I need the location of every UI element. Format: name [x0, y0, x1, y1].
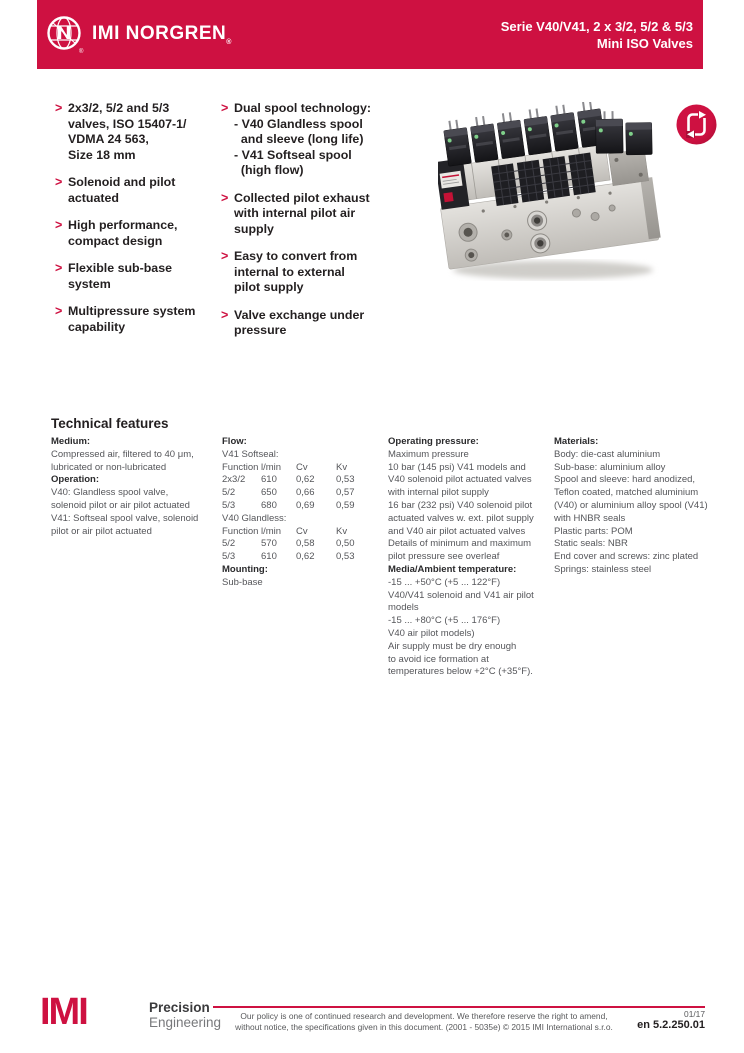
feature-text: 2x3/2, 5/2 and 5/3 valves, ISO 15407-1/ VDMA 24 563, Size 18 mm	[68, 101, 187, 162]
feature-text: Multipressure system capability	[68, 304, 196, 334]
feature-item	[221, 191, 411, 238]
document-title-line2: Mini ISO Valves	[596, 35, 693, 51]
tech-subheading: V41 Softseal:	[222, 448, 279, 460]
feature-text: High performance, compact design	[68, 218, 178, 248]
feature-list	[55, 101, 445, 351]
tech-column-flow	[222, 436, 384, 590]
feature-text: Flexible sub-base system	[68, 261, 172, 291]
valve-exchange-icon	[676, 104, 717, 145]
chevron-bullet-icon: >	[55, 175, 63, 189]
globe-icon	[45, 13, 85, 57]
imi-precision-label: Precision	[149, 1000, 210, 1015]
tech-heading: Operating pressure:	[388, 436, 479, 447]
feature-item	[55, 261, 221, 292]
document-code: en 5.2.250.01	[637, 1019, 705, 1031]
tech-text: -15 ... +50°C (+5 ... 122°F) V40/V41 solenoid and V41 air pilot models -15 ... +80°C (+5 ... 176°F) V40 air pilot models) Air supply must be dry enough to avoid ice formation at temperatures below +2°C (+35°F).	[388, 576, 534, 678]
policy-line2: without notice, the specifications given in this document. (2001 - 5035e) © 2015 IMI International s.r.o.	[235, 1022, 613, 1032]
feature-text: Collected pilot exhaust with internal pilot air supply	[234, 190, 370, 236]
document-number	[637, 1009, 705, 1032]
feature-text: Dual spool technology: - V40 Glandless spool and sleeve (long life) - V41 Softseal spool (high flow)	[234, 101, 371, 177]
brand-name: IMI $NORGREN_®$	[92, 23, 232, 46]
tech-heading: Flow:	[222, 436, 247, 447]
feature-text: Valve exchange under pressure	[234, 307, 365, 337]
tech-text: Maximum pressure 10 bar (145 psi) V41 models and V40 solenoid pilot actuated valves with internal pilot supply 16 bar (232 psi) V40 solenoid pilot actuated valves w. ext. pilot supply and V40 air pilot actuated valves Details of minimum and maximum pilot pressure see overleaf	[388, 448, 534, 563]
chevron-bullet-icon: >	[221, 307, 229, 322]
brand	[45, 13, 232, 57]
flow-table-rows: 2x3/2 610 0,62 0,53 5/2 650 0,66 0,57 5/3 680 0,69 0,59	[222, 474, 355, 511]
tech-text: Body: die-cast aluminium Sub-base: aluminium alloy Spool and sleeve: hard anodized, Teflon coated, matched aluminium (V40) or aluminium alloy spool (V41) with HNBR seals Plastic parts: POM Static seals: NBR End cover and screws: zinc plated Springs: stainless steel	[554, 448, 708, 575]
tech-text: Compressed air, filtered to 40 μm, lubricated or non-lubricated	[51, 448, 194, 473]
policy-line1: Our policy is one of continued research and development. We therefore reserve the right to amend,	[240, 1011, 608, 1021]
imi-engineering-label: Engineering	[149, 1015, 222, 1030]
tech-heading: Medium:	[51, 436, 91, 447]
chevron-bullet-icon: >	[55, 218, 63, 232]
document-title-line1: Serie V40/V41, 2 x 3/2, 5/2 & 5/3	[500, 18, 693, 34]
svg-text:®: ®	[79, 48, 84, 55]
flow-table-header: Function l/min Cv Kv	[222, 525, 348, 537]
flow-table-header: Function l/min Cv Kv	[222, 461, 348, 473]
product-photo	[438, 102, 670, 287]
feature-text: Solenoid and pilot actuated	[68, 175, 176, 205]
feature-item	[55, 218, 221, 249]
header-bar	[37, 0, 703, 69]
tech-text: V40: Glandless spool valve, solenoid pilot or air pilot actuated V41: Softseal spool valve, solenoid pilot or air pilot actuated	[51, 487, 199, 537]
tech-column-materials	[554, 436, 720, 577]
feature-item	[221, 249, 411, 296]
feature-column-left	[55, 101, 221, 351]
tech-heading: Mounting:	[222, 563, 268, 575]
tech-column-pressure	[388, 436, 550, 679]
chevron-bullet-icon: >	[55, 304, 63, 318]
tech-heading: Materials:	[554, 436, 599, 447]
technical-features	[51, 416, 721, 678]
tech-subheading: V40 Glandless:	[222, 512, 287, 524]
section-title: Technical features	[51, 416, 169, 431]
feature-item	[55, 175, 221, 206]
chevron-bullet-icon: >	[221, 190, 229, 205]
tech-heading: Media/Ambient temperature:	[388, 563, 517, 575]
feature-item	[221, 308, 411, 339]
policy-text	[232, 1011, 616, 1033]
feature-item	[55, 101, 221, 163]
chevron-bullet-icon: >	[55, 261, 63, 275]
imi-logo: IMI	[40, 991, 87, 1033]
footer-rule	[213, 1006, 705, 1008]
chevron-bullet-icon: >	[55, 101, 63, 115]
feature-text: Easy to convert from internal to external pilot supply	[234, 249, 358, 294]
document-title	[501, 18, 693, 52]
tech-column-medium	[51, 436, 213, 538]
registered-mark: ®	[226, 38, 232, 46]
flow-table-rows: 5/2 570 0,58 0,50 5/3 610 0,62 0,53	[222, 538, 355, 563]
tech-heading: Operation:	[51, 474, 100, 486]
chevron-bullet-icon: >	[221, 249, 229, 263]
imi-logo-subtext	[149, 1000, 221, 1030]
feature-item	[55, 304, 221, 335]
feature-column-right	[221, 101, 411, 351]
document-date: 01/17	[684, 1009, 705, 1019]
feature-item	[221, 101, 411, 179]
chevron-bullet-icon: >	[221, 101, 229, 115]
tech-text: Sub-base	[222, 576, 263, 588]
